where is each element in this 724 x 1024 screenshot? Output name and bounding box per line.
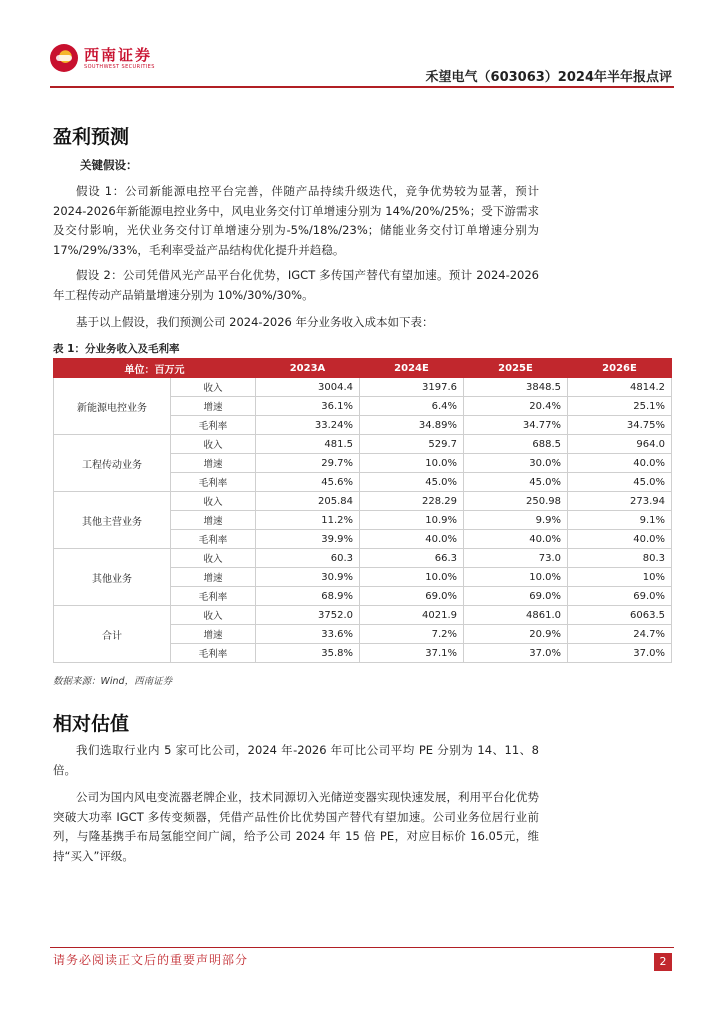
value-cell: 3197.6 xyxy=(360,378,464,397)
header-divider xyxy=(50,86,674,88)
value-cell: 34.89% xyxy=(360,416,464,435)
table-row xyxy=(54,492,672,511)
value-cell: 45.0% xyxy=(568,473,672,492)
value-cell: 10.0% xyxy=(360,568,464,587)
table-source: 数据来源：Wind，西南证券 xyxy=(53,676,173,687)
value-cell: 40.0% xyxy=(464,530,568,549)
value-cell: 45.0% xyxy=(464,473,568,492)
year-header: 2023A xyxy=(256,359,360,378)
metric-label: 毛利率 xyxy=(171,644,256,663)
metric-label: 增速 xyxy=(171,454,256,473)
table-row xyxy=(54,549,672,568)
unit-header: 单位：百万元 xyxy=(54,359,256,378)
value-cell: 40.0% xyxy=(568,530,672,549)
report-title: 禾望电气（603063）2024年半年报点评 xyxy=(425,70,672,85)
key-assumptions-heading: 关键假设： xyxy=(80,158,138,172)
value-cell: 69.0% xyxy=(360,587,464,606)
section-title-valuation: 相对估值 xyxy=(53,713,130,735)
logo-name-cn: 西南证券 xyxy=(84,46,153,64)
value-cell: 80.3 xyxy=(568,549,672,568)
value-cell: 33.24% xyxy=(256,416,360,435)
value-cell: 529.7 xyxy=(360,435,464,454)
value-cell: 7.2% xyxy=(360,625,464,644)
page-number: 2 xyxy=(654,953,672,971)
value-cell: 481.5 xyxy=(256,435,360,454)
table-caption: 表 1：分业务收入及毛利率 xyxy=(53,343,180,355)
brand-logo xyxy=(50,42,170,78)
value-cell: 73.0 xyxy=(464,549,568,568)
value-cell: 3752.0 xyxy=(256,606,360,625)
value-cell: 205.84 xyxy=(256,492,360,511)
segment-name: 其他业务 xyxy=(54,549,171,606)
segment-name: 工程传动业务 xyxy=(54,435,171,492)
value-cell: 20.9% xyxy=(464,625,568,644)
assumption-2-paragraph: 假设 2：公司凭借风光产品平台化优势，IGCT 多传国产替代有望加速。预计 2024-2026年工程传动产品销量增速分别为 10%/30%/30%。 xyxy=(53,268,539,302)
page-header xyxy=(0,0,724,90)
value-cell: 10% xyxy=(568,568,672,587)
value-cell: 6063.5 xyxy=(568,606,672,625)
metric-label: 收入 xyxy=(171,549,256,568)
year-header: 2025E xyxy=(464,359,568,378)
value-cell: 20.4% xyxy=(464,397,568,416)
value-cell: 9.9% xyxy=(464,511,568,530)
disclaimer-notice: 请务必阅读正文后的重要声明部分 xyxy=(53,953,249,967)
metric-label: 增速 xyxy=(171,625,256,644)
metric-label: 收入 xyxy=(171,606,256,625)
value-cell: 273.94 xyxy=(568,492,672,511)
metric-label: 收入 xyxy=(171,435,256,454)
value-cell: 6.4% xyxy=(360,397,464,416)
value-cell: 45.0% xyxy=(360,473,464,492)
value-cell: 30.9% xyxy=(256,568,360,587)
value-cell: 11.2% xyxy=(256,511,360,530)
metric-label: 增速 xyxy=(171,568,256,587)
value-cell: 228.29 xyxy=(360,492,464,511)
metric-label: 毛利率 xyxy=(171,473,256,492)
value-cell: 60.3 xyxy=(256,549,360,568)
footer-divider xyxy=(50,947,674,948)
value-cell: 39.9% xyxy=(256,530,360,549)
value-cell: 10.0% xyxy=(464,568,568,587)
metric-label: 增速 xyxy=(171,511,256,530)
value-cell: 68.9% xyxy=(256,587,360,606)
value-cell: 29.7% xyxy=(256,454,360,473)
value-cell: 10.9% xyxy=(360,511,464,530)
value-cell: 250.98 xyxy=(464,492,568,511)
segment-revenue-table xyxy=(53,358,672,663)
value-cell: 34.77% xyxy=(464,416,568,435)
table-row xyxy=(54,378,672,397)
logo-name-en: SOUTHWEST SECURITIES xyxy=(84,64,155,70)
value-cell: 3848.5 xyxy=(464,378,568,397)
value-cell: 25.1% xyxy=(568,397,672,416)
segment-name: 其他主营业务 xyxy=(54,492,171,549)
value-cell: 964.0 xyxy=(568,435,672,454)
table-header-row xyxy=(54,359,672,378)
logo-emblem-icon xyxy=(50,44,78,72)
value-cell: 35.8% xyxy=(256,644,360,663)
valuation-paragraph-1: 我们选取行业内 5 家可比公司，2024 年-2026 年可比公司平均 PE 分别为 14、11、8倍。 xyxy=(53,743,539,777)
value-cell: 40.0% xyxy=(360,530,464,549)
value-cell: 36.1% xyxy=(256,397,360,416)
table-row xyxy=(54,606,672,625)
value-cell: 688.5 xyxy=(464,435,568,454)
value-cell: 4814.2 xyxy=(568,378,672,397)
segment-name: 合计 xyxy=(54,606,171,663)
value-cell: 34.75% xyxy=(568,416,672,435)
value-cell: 9.1% xyxy=(568,511,672,530)
value-cell: 37.0% xyxy=(568,644,672,663)
section-title-forecast: 盈利预测 xyxy=(53,126,130,148)
value-cell: 37.1% xyxy=(360,644,464,663)
value-cell: 4021.9 xyxy=(360,606,464,625)
value-cell: 3004.4 xyxy=(256,378,360,397)
value-cell: 45.6% xyxy=(256,473,360,492)
metric-label: 收入 xyxy=(171,492,256,511)
forecast-intro-paragraph: 基于以上假设，我们预测公司 2024-2026 年分业务收入成本如下表： xyxy=(76,315,434,329)
value-cell: 69.0% xyxy=(464,587,568,606)
value-cell: 4861.0 xyxy=(464,606,568,625)
value-cell: 66.3 xyxy=(360,549,464,568)
value-cell: 30.0% xyxy=(464,454,568,473)
year-header: 2024E xyxy=(360,359,464,378)
metric-label: 毛利率 xyxy=(171,530,256,549)
value-cell: 24.7% xyxy=(568,625,672,644)
year-header: 2026E xyxy=(568,359,672,378)
metric-label: 毛利率 xyxy=(171,416,256,435)
assumption-1-paragraph: 假设 1：公司新能源电控平台完善，伴随产品持续升级迭代，竞争优势较为显著，预计2024-2026年新能源电控业务中，风电业务交付订单增速分别为 14%/20%/25%；受下游需求及交付影响，光伏业务交付订单增速分别为-5%/18%/23%；储能业务交付订单增速分别为17%/29%/33%，毛利率受益产品结构优化提升并趋稳。 xyxy=(53,184,539,257)
value-cell: 69.0% xyxy=(568,587,672,606)
metric-label: 增速 xyxy=(171,397,256,416)
metric-label: 收入 xyxy=(171,378,256,397)
metric-label: 毛利率 xyxy=(171,587,256,606)
value-cell: 10.0% xyxy=(360,454,464,473)
value-cell: 40.0% xyxy=(568,454,672,473)
valuation-paragraph-2: 公司为国内风电变流器老牌企业，技术同源切入光储逆变器实现快速发展，利用平台化优势突破大功率 IGCT 多传变频器，凭借产品性价比优势国产替代有望加速。公司业务位居行业前列，与隆基携手布局氢能空间广阔，给予公司 2024 年 15 倍 PE，对应目标价 16.05元，维持“买入”评级。 xyxy=(53,790,539,863)
value-cell: 33.6% xyxy=(256,625,360,644)
value-cell: 37.0% xyxy=(464,644,568,663)
table-row xyxy=(54,435,672,454)
segment-name: 新能源电控业务 xyxy=(54,378,171,435)
